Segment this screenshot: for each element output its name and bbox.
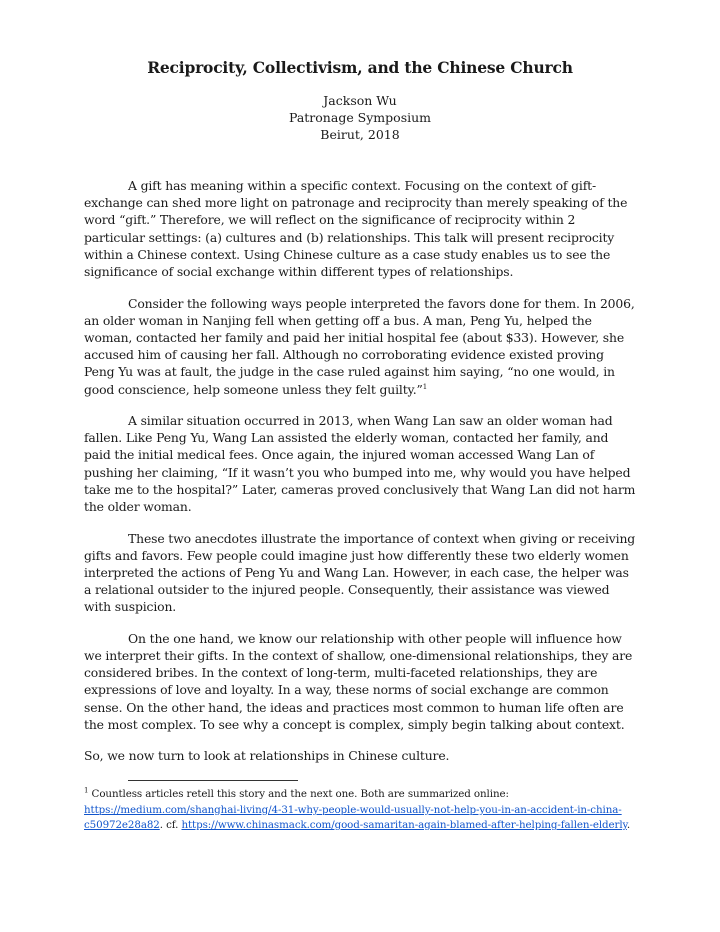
location-date: Beirut, 2018: [320, 127, 400, 142]
paragraph-5: On the one hand, we know our relationship with other people will influence how we interpret their gifts. In the context of shallow, one-dimensional relationships, they are considered bribes. In the context of long-term, multi-faceted relationships, they are expressions of love and loyalty. In a way, these norms of social exchange are common sense. On the other hand, the ideas and practices most common to human life often are the most complex. To see why a concept is complex, simply begin talking about context.: [84, 630, 633, 732]
footnote: [84, 787, 644, 834]
footnote-number: 1: [84, 786, 89, 795]
author-name: Jackson Wu: [323, 93, 397, 108]
document-title: Reciprocity, Collectivism, and the Chinese Church: [147, 58, 573, 77]
document-body: [84, 177, 638, 779]
paragraph-3: A similar situation occurred in 2013, when Wang Lan saw an older woman had fallen. Like Peng Yu, Wang Lan assisted the elderly woman, contacted her family, and paid the initial medical fees. Once again, the injured woman accessed Wang Lan of pushing her claiming, “If it wasn’t you who bumped into me, why would you have helped take me to the hospital?” Later, cameras proved conclusively that Wang Lan did not harm the older woman.: [84, 413, 636, 515]
paragraph-4: These two anecdotes illustrate the importance of context when giving or receiving gifts and favors. Few people could imagine just how differently these two elderly women interpreted the actions of Peng Yu and Wang Lan. However, in each case, the helper was a relational outsider to the injured people. Consequently, their assistance was viewed with suspicion.: [84, 530, 636, 615]
paragraph-2-text: Consider the following ways people interpreted the favors done for them. In 2006, an older woman in Nanjing fell when getting off a bus. A man, Peng Yu, helped the woman, contacted her family and paid her initial hospital fee (about $33). However, she accused him of causing her fall. Although no corroborating evidence existed proving Peng Yu was at fault, the judge in the case ruled against him saying, “no one would, in good conscience, help someone unless they felt guilty.”: [84, 295, 635, 397]
paragraph-1: A gift has meaning within a specific context. Focusing on the context of gift-exchange can shed more light on patronage and reciprocity than merely speaking of the word “gift.” Therefore, we will reflect on the significance of reciprocity within 2 particular settings: (a) cultures and (b) relationships. This talk will present reciprocity within a Chinese context. Using Chinese culture as a case study enables us to see the significance of social exchange within different types of relationships.: [84, 178, 628, 280]
footnote-link-chinasmack[interactable]: https://www.chinasmack.com/good-samaritan-again-blamed-after-helping-fallen-elderly: [181, 819, 627, 832]
footnote-divider: [128, 780, 298, 781]
paragraph-2: [84, 295, 638, 398]
event-name: Patronage Symposium: [288, 110, 432, 125]
paragraph-6: So, we now turn to look at relationships in Chinese culture.: [84, 748, 450, 764]
footnote-link-medium[interactable]: https://medium.com/shanghai-living/4-31-why-people-would-usually-not-help-you-in-an-accident-in-china-c50972e28a82: [84, 803, 622, 832]
byline: [0, 92, 720, 143]
footnote-text: Countless articles retell this story and the next one. Both are summarized online:: [91, 788, 509, 800]
footnote-reference[interactable]: 1: [422, 382, 428, 391]
footnote-separator: . cf.: [159, 819, 182, 832]
footnote-end: .: [626, 819, 631, 832]
